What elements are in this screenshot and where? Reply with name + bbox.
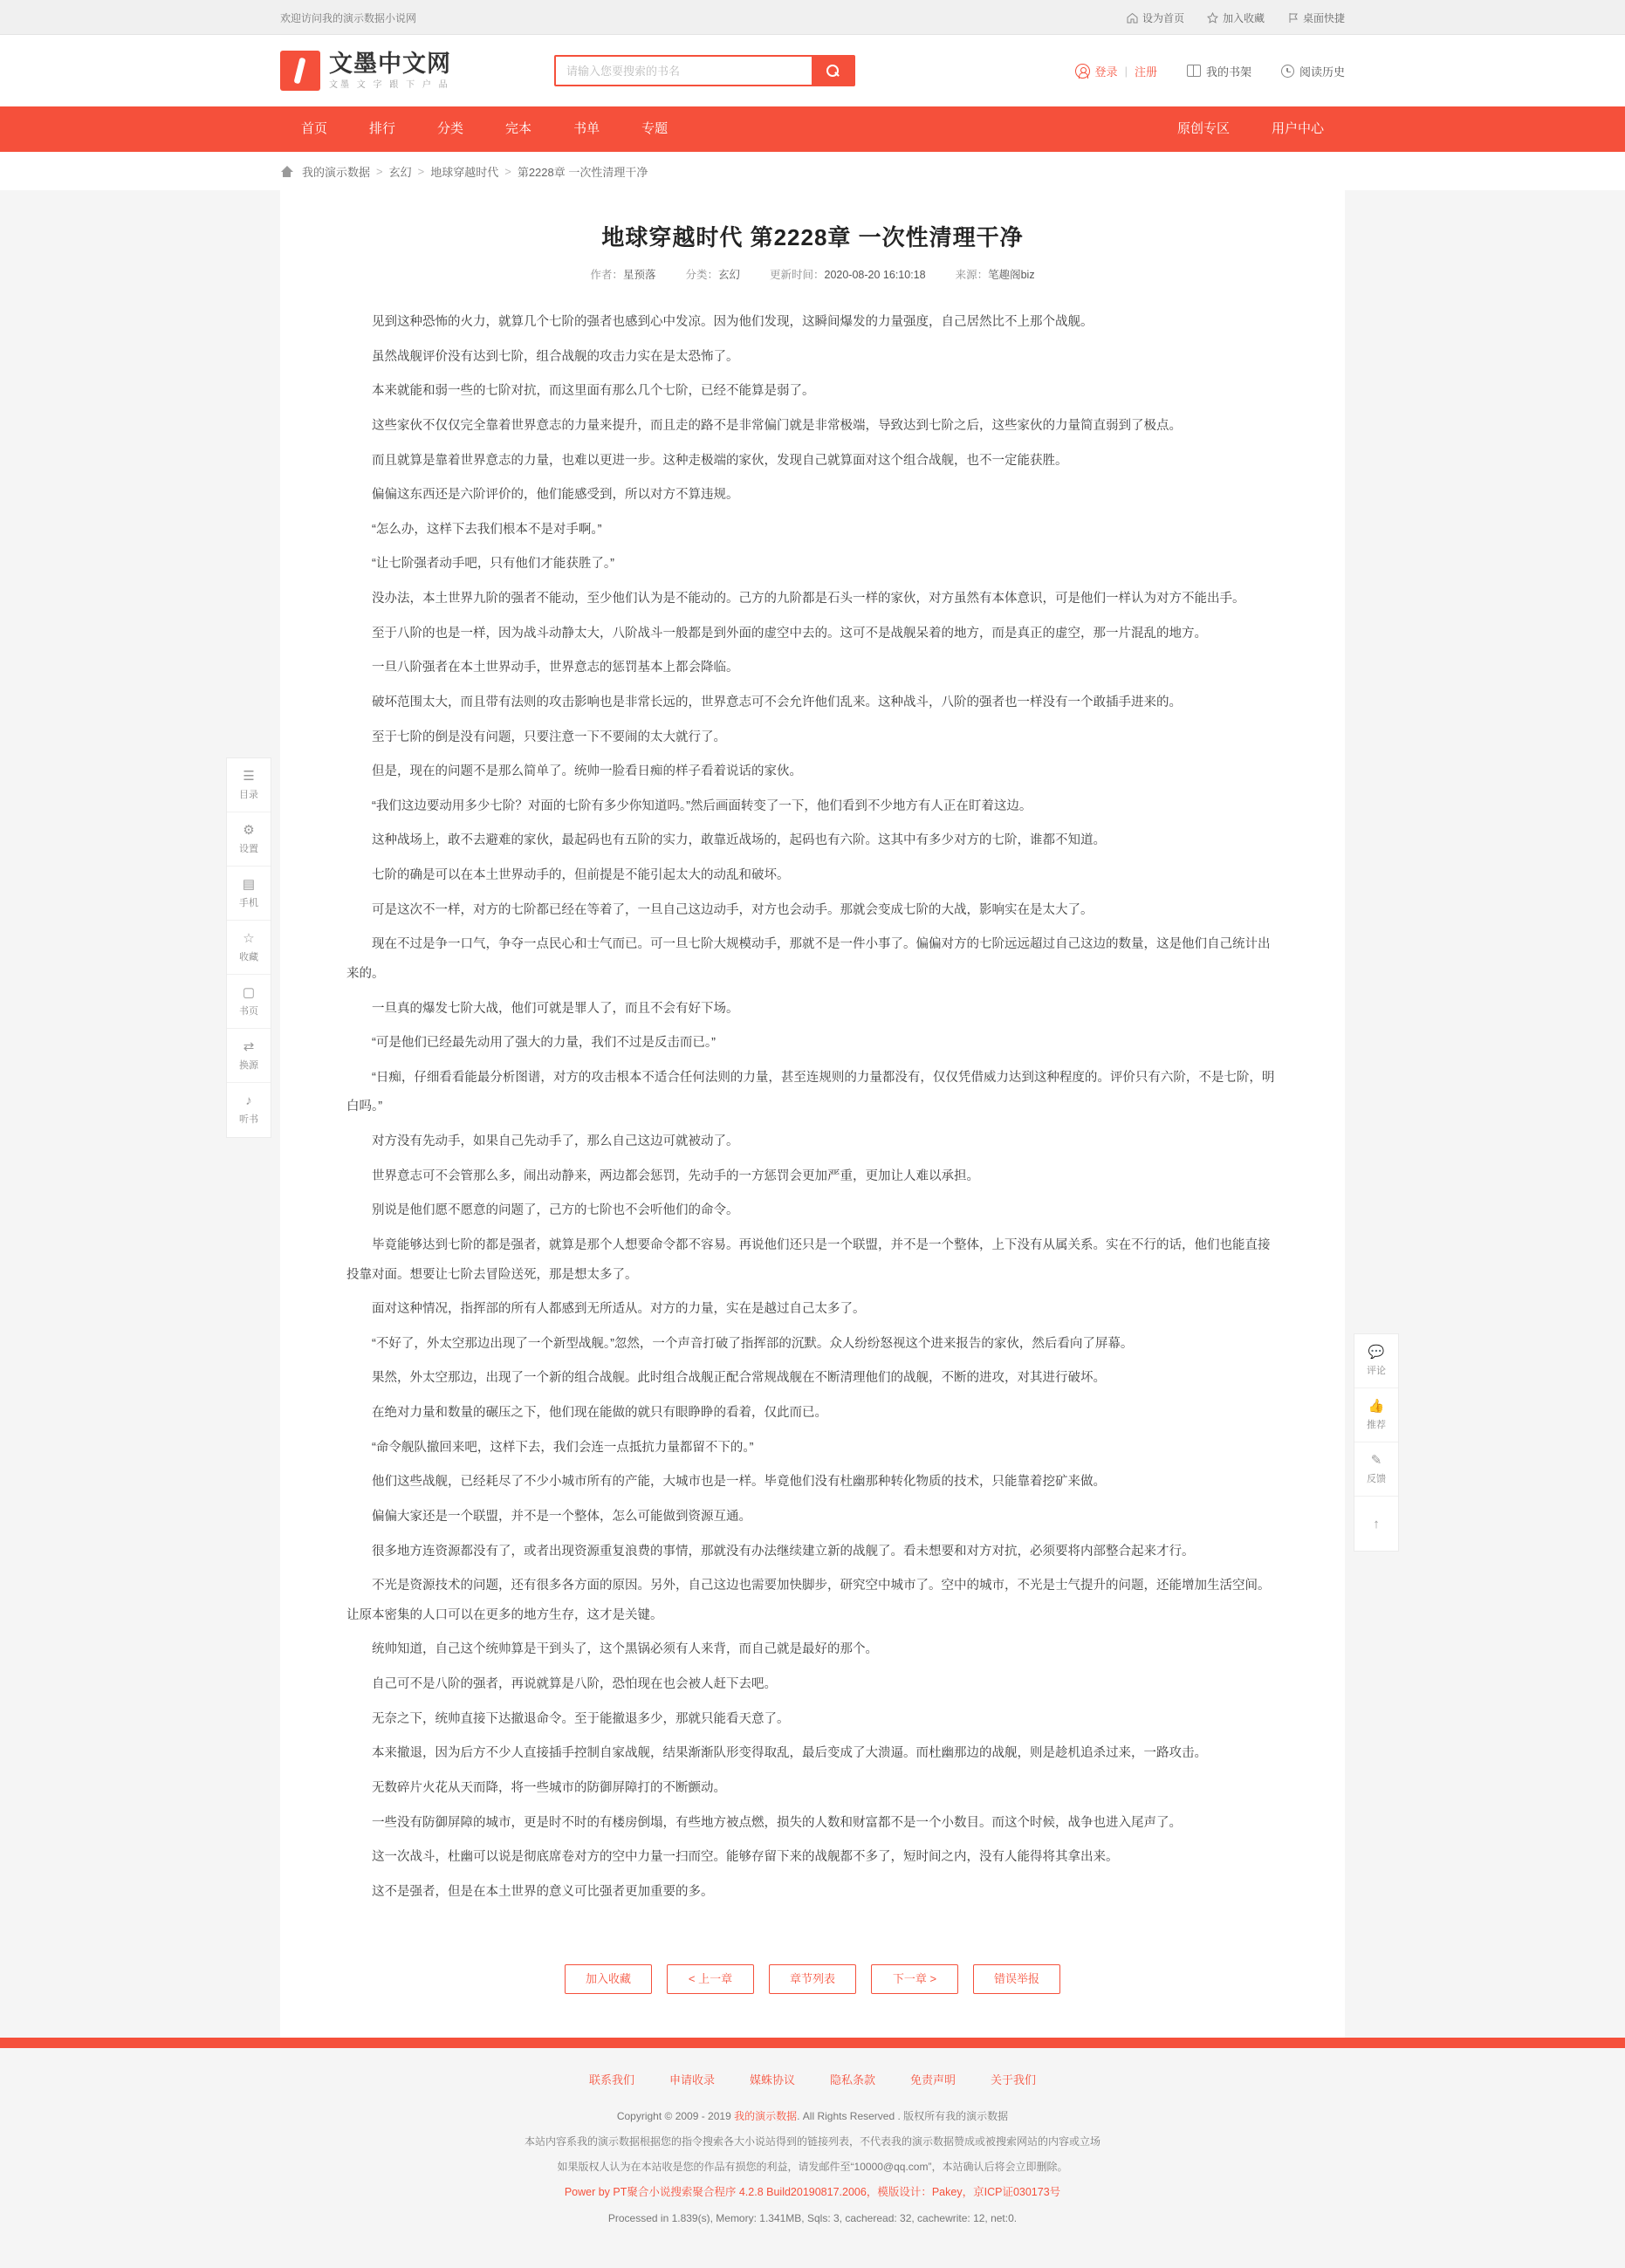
reading-history-label: 阅读历史 (1299, 65, 1345, 79)
breadcrumb-separator: > (376, 164, 383, 178)
power-program-link[interactable]: PT聚合小说搜索聚合程序 4.2.8 Build20190817.2006 (613, 2185, 867, 2198)
arrow-up-icon: ↑ (1373, 1516, 1380, 1531)
clock-icon (1281, 65, 1294, 78)
meta-category-label: 分类： (685, 269, 718, 281)
paragraph: 这些家伙不仅仅完全靠着世界意志的力量来提升，而且走的路不是非常偏门就是非常极端，导致达到七阶之后，这些家伙的力量简直弱到了极点。 (372, 418, 1182, 433)
nav-item-home[interactable]: 首页 (301, 121, 328, 136)
rail-item-change-source-label: 换源 (239, 1059, 258, 1071)
footer-link-agreement[interactable]: 媒蛛协议 (749, 2073, 795, 2087)
welcome-text: 欢迎访问我的演示数据小说网 (280, 11, 417, 24)
nav-item-user-center[interactable]: 用户中心 (1271, 121, 1324, 136)
add-favorite-button[interactable]: 加入收藏 (565, 1964, 652, 1994)
paragraph: 破坏范围太大，而且带有法则的攻击影响也是非常长远的，世界意志可不会允许他们乱来。这种战斗，八阶的强者也一样没有一个敢插手进来的。 (372, 695, 1182, 709)
power-line (0, 2182, 1625, 2203)
paragraph: 这一次战斗，杜幽可以说是彻底席卷对方的空中力量一扫而空。能够存留下来的战舰都不多了，短时间之内，没有人能得将其拿出来。 (372, 1850, 1119, 1865)
account-separator: | (1124, 64, 1128, 78)
prev-chapter-button[interactable]: < 上一章 (667, 1964, 754, 1994)
site-logo[interactable] (280, 51, 451, 91)
meta-updated-label: 更新时间： (769, 269, 825, 281)
rail-item-favorite-label: 收藏 (239, 951, 258, 963)
paragraph: “我们这边要动用多少七阶？对面的七阶有多少你知道吗。”然后画面转变了一下，他们看到不少地方有人正在盯着这边。 (372, 798, 1032, 813)
next-chapter-button[interactable]: 下一章 > (871, 1964, 958, 1994)
rail-item-feedback[interactable] (1354, 1442, 1398, 1497)
paragraph: 一旦真的爆发七阶大战，他们可就是罪人了，而且不会有好下场。 (372, 1001, 739, 1016)
main-navigation (0, 106, 1625, 152)
meta-category (685, 266, 740, 282)
rail-item-comment[interactable] (1354, 1334, 1398, 1388)
chapter-action-buttons (280, 1964, 1345, 1994)
footer-link-privacy[interactable]: 隐私条款 (830, 2073, 876, 2087)
paragraph: 偏偏大家还是一个联盟，并不是一个整体，怎么可能做到资源互通。 (372, 1509, 751, 1524)
paragraph: 他们这些战舰，已经耗尽了不少小城市所有的产能，大城市也是一样。毕竟他们没有杜幽那种转化物质的技术，只能靠着挖矿来做。 (372, 1475, 1106, 1490)
rail-item-change-source[interactable] (227, 1029, 271, 1083)
paragraph: 在绝对力量和数量的碾压之下，他们现在能做的就只有眼睁睁的看着，仅此而已。 (372, 1406, 827, 1420)
paragraph: 但是，现在的问题不是那么简单了。统帅一脸看日痴的样子看着说话的家伙。 (372, 764, 802, 779)
breadcrumb-separator: > (504, 164, 511, 178)
copyright-suffix: . All Rights Reserved . 版权所有我的演示数据 (797, 2110, 1009, 2123)
meta-source (956, 266, 1035, 282)
meta-source-value: 笔趣阁biz (988, 269, 1035, 281)
paragraph: 无数碎片火花从天而降，将一些城市的防御屏障打的不断颤动。 (372, 1780, 726, 1795)
paragraph: 统帅知道，自己这个统帅算是干到头了，这个黑锅必须有人来背，而自己就是最好的那个。 (372, 1642, 878, 1657)
meta-updated-value: 2020-08-20 16:10:18 (824, 269, 926, 281)
gear-icon: ⚙ (243, 822, 255, 838)
nav-item-topics[interactable]: 专题 (641, 121, 669, 136)
paragraph: 对方没有先动手，如果自己先动手了，那么自己这边可就被动了。 (372, 1134, 739, 1148)
meta-source-label: 来源： (955, 269, 989, 281)
rail-item-recommend-label: 推荐 (1367, 1419, 1386, 1430)
power-mid: ，模版设计： (866, 2185, 932, 2198)
meta-author-label: 作者： (590, 269, 623, 281)
disclaimer-line-2: 如果版权人认为在本站收是您的作品有损您的利益，请发邮件至“10000@qq.com”，本站确认后将会立即删除。 (557, 2160, 1068, 2173)
rail-item-bookpage-label: 书页 (239, 1005, 258, 1017)
breadcrumb-bar (0, 152, 1625, 190)
processing-stats: Processed in 1.839(s), Memory: 1.341MB, Sqls: 3, cacheread: 32, cachewrite: 12, net:0. (607, 2211, 1018, 2224)
paragraph: 一旦八阶强者在本土世界动手，世界意志的惩罚基本上都会降临。 (372, 661, 739, 675)
footer-accent-bar (0, 2038, 1625, 2048)
paragraph: 七阶的确是可以在本土世界动手的，但前提是不能引起太大的动乱和破坏。 (372, 868, 790, 882)
pencil-icon: ✎ (1370, 1452, 1382, 1468)
paragraph: “怎么办，这样下去我们根本不是对手啊。” (372, 522, 602, 537)
flag-icon (1287, 12, 1299, 24)
home-icon (1127, 12, 1138, 24)
site-header (0, 35, 1625, 106)
paragraph: 毕竟能够达到七阶的都是强者，就算是那个人想要命令都不容易。再说他们还只是一个联盟，并不是一个整体，上下没有从属关系。实在不行的话，他们也能直接投靠对面。想要让七阶去冒险送死，那是想太多了。 (346, 1237, 1271, 1282)
paragraph: 至于七阶的倒是没有问题，只要注意一下不要闹的太大就行了。 (372, 730, 726, 744)
nav-item-booklist[interactable]: 书单 (573, 121, 600, 136)
paragraph: 无奈之下，统帅直接下达撤退命令。至于能撤退多少，那就只能看天意了。 (372, 1711, 790, 1726)
nav-item-completed[interactable]: 完本 (505, 121, 532, 136)
paragraph: 果然，外太空那边，出现了一个新的组合战舰。此时组合战舰正配合常规战舰在不断清理他们的战舰，不断的进攻，对其进行破坏。 (372, 1371, 1106, 1386)
rail-item-mobile[interactable] (227, 867, 271, 921)
paragraph: 本来撤退，因为后方不少人直接插手控制自家战舰，结果渐渐队形变得取乱，最后变成了大溃逼。而杜幽那边的战舰，则是趁机追杀过来，一路攻击。 (372, 1746, 1207, 1761)
rail-item-settings[interactable] (227, 812, 271, 867)
breadcrumb-separator: > (417, 164, 425, 178)
article-body (346, 308, 1279, 1907)
rail-item-catalog-label: 目录 (239, 789, 258, 800)
paragraph: 偏偏这东西还是六阶评价的，他们能感受到，所以对方不算违规。 (372, 488, 739, 503)
footer-link-contact[interactable]: 联系我们 (588, 2073, 634, 2087)
chapter-list-button[interactable]: 章节列表 (769, 1964, 856, 1994)
my-bookshelf-link[interactable] (1187, 63, 1251, 79)
breadcrumb-item-book[interactable]: 地球穿越时代 (430, 165, 499, 179)
phone-icon: ▤ (242, 876, 256, 892)
paragraph: 可是这次不一样，对方的七阶都已经在等着了，一旦自己这边动手，对方也会动手。那就会变成七阶的大战，影响实在是太大了。 (372, 902, 1094, 917)
desktop-shortcut-link[interactable] (1287, 10, 1345, 25)
paragraph: 这不是强者，但是在本土世界的意义可比强者更加重要的多。 (372, 1884, 714, 1899)
nav-item-category[interactable]: 分类 (437, 121, 464, 136)
paragraph: 见到这种恐怖的火力，就算几个七阶的强者也感到心中发凉。因为他们发现，这瞬间爆发的力量强度，自己居然比不上那个战舰。 (372, 315, 1094, 329)
paragraph: 别说是他们愿不愿意的问题了，己方的七阶也不会听他们的命令。 (372, 1203, 739, 1218)
copyright-site-link[interactable]: 我的演示数据 (734, 2110, 798, 2123)
site-footer (0, 2048, 1625, 2268)
paragraph: 自己可不是八阶的强者，再说就算是八阶，恐怕现在也会被人赶下去吧。 (372, 1677, 777, 1691)
rail-item-feedback-label: 反馈 (1367, 1473, 1386, 1484)
paragraph: “可是他们已经最先动用了强大的力量，我们不过是反击而已。” (372, 1036, 716, 1051)
paragraph: 没办法，本土世界九阶的强者不能动，至少他们认为是不能动的。己方的九阶都是石头一样的家伙，对方虽然有本体意识，可是他们一样认为对方不能出手。 (372, 592, 1245, 606)
home-icon (280, 166, 293, 177)
book-icon (1187, 65, 1201, 77)
paragraph: 本来就能和弱一些的七阶对抗，而这里面有那么几个七阶，已经不能算是弱了。 (372, 384, 815, 399)
footer-link-submit[interactable]: 申请收录 (669, 2073, 715, 2087)
rail-item-bookpage[interactable] (227, 975, 271, 1029)
add-bookmark-link[interactable] (1207, 10, 1265, 25)
thumbs-up-icon: 👍 (1368, 1398, 1385, 1414)
report-error-button[interactable]: 错误举报 (973, 1964, 1060, 1994)
rail-item-back-to-top[interactable] (1354, 1497, 1398, 1551)
rail-item-recommend[interactable] (1354, 1388, 1398, 1442)
rail-item-favorite[interactable] (227, 921, 271, 975)
logo-mark-icon (280, 51, 320, 91)
nav-item-ranking[interactable]: 排行 (369, 121, 396, 136)
rail-item-comment-label: 评论 (1367, 1365, 1386, 1376)
set-homepage-label: 设为首页 (1142, 11, 1184, 24)
power-separator: ， (962, 2185, 974, 2198)
headphone-icon: ♪ (245, 1093, 252, 1108)
footer-link-disclaimer[interactable]: 免责声明 (910, 2073, 956, 2087)
user-icon (1075, 64, 1090, 79)
paragraph: “日痴，仔细看看能最分析图谱，对方的攻击根本不适合任何法则的力量，甚至连规则的力量都没有，仅仅凭借威力达到这种程度的。评价只有六阶，不是七阶，明白吗。” (346, 1070, 1275, 1114)
account-block (1075, 63, 1157, 79)
paragraph: 世界意志可不会管那么多，闹出动静来，两边都会惩罚，先动手的一方惩罚会更加严重，更加让人难以承担。 (372, 1168, 979, 1183)
logo-name: 文墨中文网 (329, 51, 451, 78)
top-utility-bar (0, 0, 1625, 35)
paragraph: 很多地方连资源都没有了，或者出现资源重复浪费的事情，那就没有办法继续建立新的战舰了。看未想要和对方对抗，必须要将内部整合起来才行。 (372, 1544, 1195, 1559)
list-icon: ☰ (243, 768, 255, 784)
nav-item-original-zone[interactable]: 原创专区 (1176, 121, 1230, 136)
footer-link-about[interactable]: 关于我们 (991, 2073, 1037, 2087)
set-homepage-link[interactable] (1127, 10, 1184, 25)
desktop-shortcut-label: 桌面快捷 (1302, 11, 1345, 24)
rail-item-mobile-label: 手机 (239, 897, 258, 908)
meta-category-value: 玄幻 (717, 269, 740, 281)
article-meta (280, 266, 1345, 282)
register-link[interactable]: 注册 (1134, 65, 1157, 79)
comment-icon: 💬 (1368, 1344, 1385, 1360)
add-bookmark-label: 加入收藏 (1222, 11, 1265, 24)
right-tool-rail (1354, 1333, 1399, 1552)
paragraph: 不光是资源技术的问题，还有很多各方面的原因。另外，自己这边也需要加快脚步，研究空中城市了。空中的城市，不光是士气提升的问题，还能增加生活空间。让原本密集的人口可以在更多的地方生存，这才是关键。 (346, 1579, 1271, 1622)
designer-link[interactable]: Pakey (931, 2185, 963, 2198)
meta-author-value: 星预落 (622, 269, 656, 281)
breadcrumb-item-chapter: 第2228章 一次性清理干净 (517, 165, 648, 179)
footer-links (0, 2071, 1625, 2087)
disclaimer-line-1: 本站内容系我的演示数据根据您的指令搜索各大小说站得到的链接列表，不代表我的演示数据赞成或被搜索网站的内容或立场 (524, 2135, 1100, 2148)
meta-updated (770, 266, 926, 282)
paragraph: 至于八阶的也是一样，因为战斗动静太大，八阶战斗一般都是到外面的虚空中去的。这可不是战舰呆着的地方，而是真正的虚空，那一片混乱的地方。 (372, 626, 1207, 641)
paragraph: 现在不过是争一口气，争夺一点民心和士气而已。可一旦七阶大规模动手，那就不是一件小事了。偏偏对方的七阶远远超过自己这边的数量，这是他们自己统计出来的。 (346, 937, 1271, 981)
search-input[interactable] (556, 57, 812, 85)
logo-subtitle: 文墨 文 字 跟 下 户 品 (329, 79, 450, 90)
paragraph: 一些没有防御屏障的城市，更是时不时的有楼房倒塌，有些地方被点燃，损失的人数和财富都不是一个小数目。而这个时候，战争也进入尾声了。 (372, 1815, 1182, 1830)
star-icon (1207, 12, 1218, 24)
my-bookshelf-label: 我的书架 (1205, 65, 1251, 79)
paragraph: 虽然战舰评价没有达到七阶，组合战舰的攻击力实在是太恐怖了。 (372, 349, 739, 364)
swap-icon: ⇄ (243, 1038, 255, 1054)
rail-item-catalog[interactable] (227, 758, 271, 812)
left-tool-rail (226, 757, 271, 1138)
paragraph: “命令舰队撤回来吧，这样下去，我们会连一点抵抗力量都留不下的。” (372, 1440, 754, 1455)
breadcrumb (280, 152, 1345, 190)
meta-author (590, 266, 655, 282)
power-prefix: Power by (564, 2185, 614, 2198)
reading-history-link[interactable] (1281, 63, 1345, 79)
rail-item-settings-label: 设置 (239, 843, 258, 854)
page-title: 地球穿越时代 第2228章 一次性清理干净 (601, 224, 1024, 250)
paragraph: 面对这种情况，指挥部的所有人都感到无所适从。对方的力量，实在是越过自己太多了。 (372, 1302, 866, 1317)
page-icon: ▢ (242, 984, 256, 1000)
icp-link[interactable]: 京ICP证030173号 (973, 2185, 1061, 2198)
rail-item-listen[interactable] (227, 1083, 271, 1137)
search-icon (826, 65, 840, 78)
article-page (239, 190, 1386, 2038)
breadcrumb-item-site[interactable]: 我的演示数据 (302, 165, 371, 179)
search-box[interactable] (554, 55, 855, 86)
breadcrumb-item-category[interactable]: 玄幻 (388, 165, 412, 179)
copyright-prefix: Copyright © 2009 - 2019 (616, 2110, 735, 2123)
article-header (280, 190, 1345, 282)
paragraph: 这种战场上，敢不去避难的家伙，最起码也有五阶的实力，敢靠近战场的，起码也有六阶。这其中有多少对方的七阶，谁都不知道。 (372, 833, 1106, 848)
star-icon: ☆ (243, 930, 255, 946)
paragraph: “不好了，外太空那边出现了一个新型战舰。”忽然，一个声音打破了指挥部的沉默。众人纷纷怒视这个进来报告的家伙，然后看向了屏幕。 (372, 1336, 1134, 1351)
search-button[interactable] (812, 57, 854, 85)
login-link[interactable]: 登录 (1094, 65, 1118, 79)
paragraph: “让七阶强者动手吧，只有他们才能获胜了。” (372, 557, 614, 572)
paragraph: 而且就算是靠着世界意志的力量，也难以更进一步。这种走极端的家伙，发现自己就算面对这个组合战舰，也不一定能获胜。 (372, 453, 1068, 468)
copyright-line (0, 2107, 1625, 2127)
rail-item-listen-label: 听书 (239, 1114, 258, 1125)
